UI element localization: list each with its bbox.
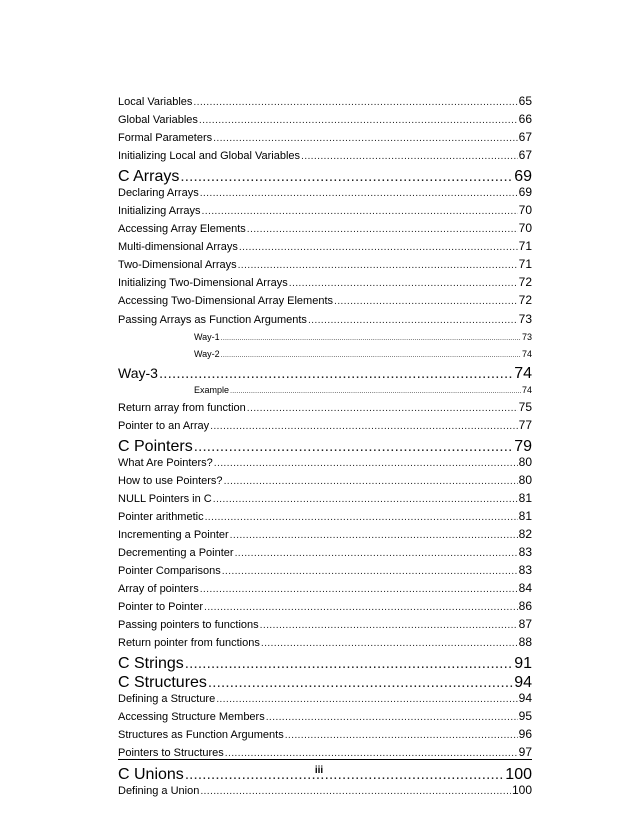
toc-subentry[interactable] <box>118 348 532 361</box>
dot-leader <box>200 187 518 200</box>
dot-leader <box>247 223 518 236</box>
toc-entry-title: Way-3 <box>118 364 158 381</box>
toc-entry-page-number: 81 <box>518 509 532 523</box>
toc-entry-title: Pointer Comparisons <box>118 565 221 578</box>
toc-entry-page-number: 100 <box>511 783 532 797</box>
toc-entry[interactable] <box>118 276 532 290</box>
toc-entry-page-number: 80 <box>518 455 532 469</box>
toc-entry[interactable] <box>118 204 532 218</box>
toc-entry-page-number: 70 <box>518 222 532 236</box>
toc-entry-title: Initializing Arrays <box>118 205 201 218</box>
toc-subentry[interactable] <box>118 384 532 397</box>
toc-entry[interactable] <box>118 600 532 614</box>
toc-entry-page-number: 82 <box>518 527 532 541</box>
toc-entry-page-number: 66 <box>518 113 532 127</box>
toc-entry[interactable] <box>118 528 532 542</box>
dot-leader <box>301 150 518 163</box>
toc-entry-title: Global Variables <box>118 114 198 127</box>
dot-leader <box>194 437 514 456</box>
toc-entry-page-number: 94 <box>514 674 532 692</box>
toc-entry[interactable] <box>118 419 532 433</box>
toc-entry[interactable] <box>118 131 532 145</box>
toc-entry[interactable] <box>118 784 532 798</box>
dot-leader <box>204 601 518 614</box>
toc-chapter-entry[interactable] <box>118 437 532 456</box>
dot-leader <box>216 693 517 706</box>
toc-entry[interactable] <box>118 222 532 236</box>
dot-leader <box>285 729 518 742</box>
dot-leader <box>221 348 521 361</box>
toc-entry[interactable] <box>118 636 532 650</box>
toc-entry-title: Declaring Arrays <box>118 187 199 200</box>
toc-entry-title: Passing pointers to functions <box>118 619 259 632</box>
toc-entry-title: Pointer to an Array <box>118 419 210 432</box>
toc-entry-page-number: 96 <box>518 728 532 742</box>
dot-leader <box>222 565 518 578</box>
dot-leader <box>205 511 518 524</box>
dot-leader <box>266 711 518 724</box>
toc-entry-title: Defining a Structure <box>118 693 216 706</box>
toc-entry-page-number: 97 <box>518 746 532 760</box>
toc-entry-title: Incrementing a Pointer <box>118 528 229 541</box>
toc-entry-title: Pointer to Pointer <box>118 601 203 614</box>
toc-entry-title: Multi-dimensional Arrays <box>118 241 238 254</box>
toc-entry-title: Decrementing a Pointer <box>118 547 234 560</box>
toc-entry-page-number: 71 <box>518 240 532 254</box>
toc-entry-page-number: 86 <box>518 600 532 614</box>
toc-entry-page-number: 79 <box>514 437 532 455</box>
toc-entry-page-number: 67 <box>518 149 532 163</box>
dot-leader <box>230 384 521 397</box>
toc-entry-title: What Are Pointers? <box>118 456 213 469</box>
toc-entry-title: C Unions <box>118 765 184 783</box>
toc-entry[interactable] <box>118 456 532 470</box>
toc-entry-page-number: 95 <box>518 710 532 724</box>
toc-entry-page-number: 70 <box>518 204 532 218</box>
toc-entry-page-number: 69 <box>514 168 532 186</box>
toc-entry-page-number: 74 <box>514 364 532 382</box>
dot-leader <box>199 114 518 127</box>
dot-leader <box>180 167 513 186</box>
toc-entry-title: C Structures <box>118 674 207 692</box>
dot-leader <box>159 365 513 382</box>
toc-entry[interactable] <box>118 240 532 254</box>
dot-leader <box>308 314 518 327</box>
toc-entry-page-number: 65 <box>518 95 532 108</box>
toc-entry-title: Pointers to Structures <box>118 747 224 760</box>
dot-leader <box>238 259 518 272</box>
toc-entry-title: C Strings <box>118 655 184 673</box>
toc-entry-title: Example <box>194 384 230 395</box>
toc-entry[interactable] <box>118 692 532 706</box>
toc-entry-title: Passing Arrays as Function Arguments <box>118 313 307 326</box>
toc-entry-title: C Pointers <box>118 437 193 455</box>
toc-entry-page-number: 81 <box>518 491 532 505</box>
toc-entry-page-number: 73 <box>518 312 532 326</box>
dot-leader <box>213 132 518 145</box>
toc-entry-title: Way-1 <box>194 331 220 342</box>
toc-chapter-entry[interactable] <box>118 654 532 673</box>
dot-leader <box>214 457 518 470</box>
toc-entry[interactable] <box>118 365 532 382</box>
toc-entry-page-number: 72 <box>518 276 532 290</box>
toc-entry-title: Pointer arithmetic <box>118 510 204 523</box>
toc-entry[interactable] <box>118 546 532 560</box>
toc-subentry[interactable] <box>118 331 532 344</box>
toc-entry-page-number: 91 <box>514 655 532 673</box>
toc-entry-page-number: 94 <box>518 692 532 706</box>
toc-entry[interactable] <box>118 95 532 109</box>
toc-entry[interactable] <box>118 618 532 632</box>
toc-entry-page-number: 75 <box>518 400 532 414</box>
toc-entry-title: Return array from function <box>118 401 246 414</box>
dot-leader <box>235 547 518 560</box>
dot-leader <box>261 637 518 650</box>
toc-entry-page-number: 83 <box>518 546 532 560</box>
toc-entry-title: Structures as Function Arguments <box>118 729 284 742</box>
toc-entry-page-number: 100 <box>505 765 532 783</box>
toc-entry-page-number: 83 <box>518 564 532 578</box>
toc-entry-page-number: 69 <box>518 186 532 200</box>
toc-entry-page-number: 72 <box>518 294 532 308</box>
dot-leader <box>202 205 518 218</box>
toc-entry-title: Accessing Structure Members <box>118 711 265 724</box>
dot-leader <box>239 241 518 254</box>
toc-entry-page-number: 88 <box>518 636 532 650</box>
toc-entry[interactable] <box>118 710 532 724</box>
toc-entry[interactable] <box>118 728 532 742</box>
dot-leader <box>230 529 518 542</box>
toc-entry-page-number: 74 <box>521 384 532 395</box>
toc-entry[interactable] <box>118 582 532 596</box>
table-of-contents <box>118 95 532 802</box>
toc-entry-title: Two-Dimensional Arrays <box>118 259 237 272</box>
toc-chapter-entry[interactable] <box>118 673 532 692</box>
toc-entry[interactable] <box>118 113 532 127</box>
toc-entry[interactable] <box>118 492 532 506</box>
dot-leader <box>210 420 518 433</box>
toc-entry-title: C Arrays <box>118 168 180 186</box>
toc-entry-page-number: 87 <box>518 618 532 632</box>
toc-entry-page-number: 77 <box>518 418 532 432</box>
toc-entry-title: Return pointer from functions <box>118 637 260 650</box>
footer-divider <box>118 759 532 760</box>
toc-entry-title: Initializing Two-Dimensional Arrays <box>118 277 288 290</box>
toc-entry-title: Defining a Union <box>118 784 200 797</box>
toc-entry[interactable] <box>118 401 532 415</box>
toc-entry-page-number: 67 <box>518 131 532 145</box>
toc-entry-title: Way-2 <box>194 348 220 359</box>
toc-entry-title: Formal Parameters <box>118 132 213 145</box>
toc-entry[interactable] <box>118 313 532 327</box>
dot-leader <box>200 785 511 798</box>
toc-entry-title: Accessing Array Elements <box>118 223 246 236</box>
dot-leader <box>185 654 513 673</box>
dot-leader <box>200 583 518 596</box>
dot-leader <box>289 277 518 290</box>
toc-entry[interactable] <box>118 510 532 524</box>
dot-leader <box>193 96 517 109</box>
toc-entry[interactable] <box>118 258 532 272</box>
toc-entry-title: How to use Pointers? <box>118 474 223 487</box>
toc-chapter-entry[interactable] <box>118 167 532 186</box>
toc-entry[interactable] <box>118 186 532 200</box>
toc-entry-title: NULL Pointers in C <box>118 492 212 505</box>
toc-entry-page-number: 84 <box>518 582 532 596</box>
dot-leader <box>334 295 518 308</box>
dot-leader <box>260 619 518 632</box>
toc-entry-title: Local Variables <box>118 96 193 108</box>
dot-leader <box>208 673 513 692</box>
dot-leader <box>221 331 521 344</box>
toc-entry[interactable] <box>118 564 532 578</box>
dot-leader <box>224 475 518 488</box>
toc-entry-title: Array of pointers <box>118 583 199 596</box>
toc-entry[interactable] <box>118 149 532 163</box>
toc-entry-page-number: 71 <box>518 258 532 272</box>
dot-leader <box>213 493 518 506</box>
toc-entry-page-number: 74 <box>521 348 532 359</box>
dot-leader <box>247 402 518 415</box>
toc-entry[interactable] <box>118 474 532 488</box>
toc-entry-title: Accessing Two-Dimensional Array Elements <box>118 295 333 308</box>
toc-entry-title: Initializing Local and Global Variables <box>118 150 301 163</box>
page-number: iii <box>314 765 324 776</box>
toc-entry-page-number: 73 <box>521 331 532 342</box>
toc-entry[interactable] <box>118 294 532 308</box>
toc-entry-page-number: 80 <box>518 473 532 487</box>
